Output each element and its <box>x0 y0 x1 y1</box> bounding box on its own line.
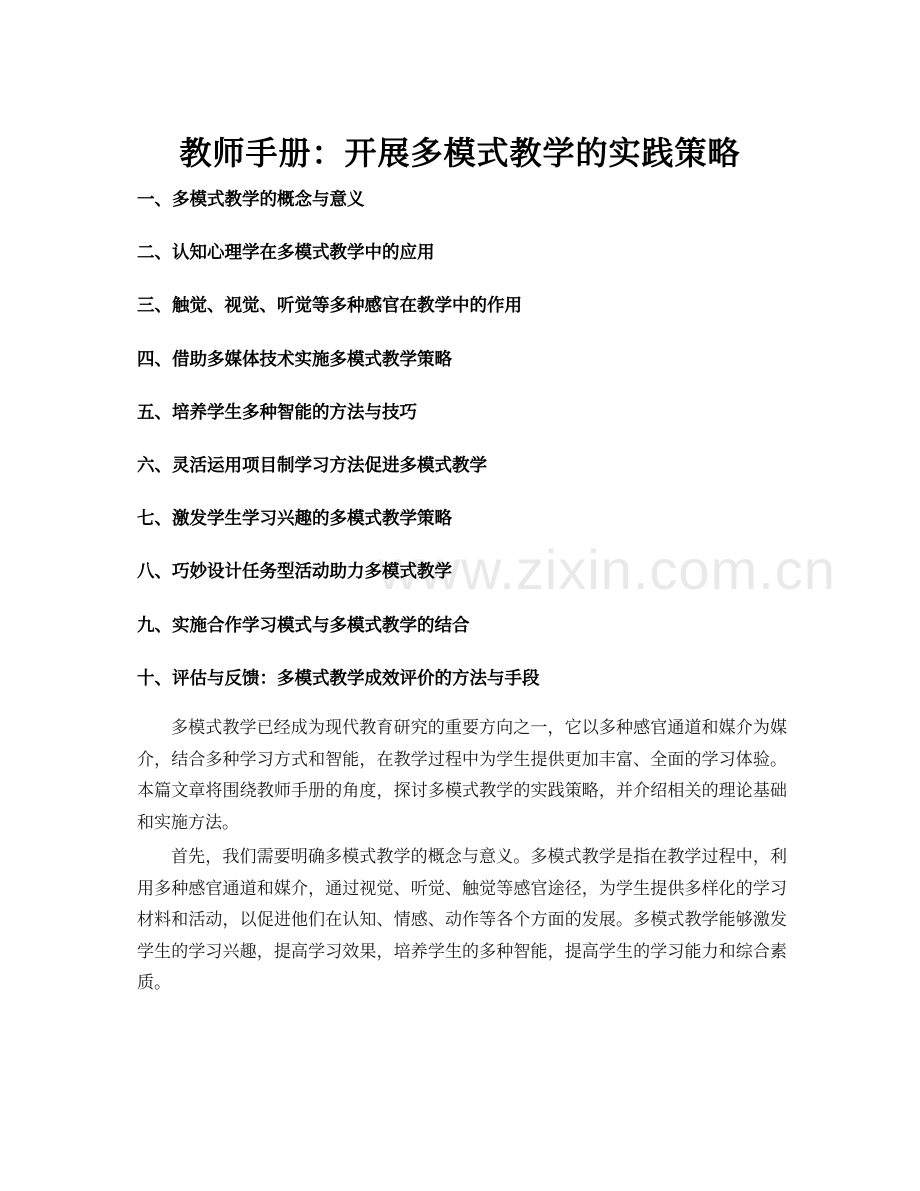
toc-item: 一、多模式教学的概念与意义 <box>137 190 365 210</box>
watermark: www.zixin.com.cn <box>378 538 836 601</box>
toc-item: 二、认知心理学在多模式教学中的应用 <box>137 243 435 264</box>
toc-item: 四、借助多媒体技术实施多模式教学策略 <box>137 349 452 370</box>
toc-item: 十、评估与反馈：多模式教学成效评价的方法与手段 <box>137 668 540 689</box>
toc-item: 九、实施合作学习模式与多模式教学的结合 <box>137 615 470 636</box>
toc-item: 七、激发学生学习兴趣的多模式教学策略 <box>137 509 452 530</box>
table-of-contents <box>137 186 797 718</box>
toc-item: 六、灵活运用项目制学习方法促进多模式教学 <box>137 455 487 476</box>
body-paragraph: 多模式教学已经成为现代教育研究的重要方向之一，它以多种感官通道和媒介为媒介，结合多种学习方式和智能，在教学过程中为学生提供更加丰富、全面的学习体验。本篇文章将围绕教师手册的角度，探讨多模式教学的实践策略，并介绍相关的理论基础和实施方法。 <box>137 718 787 833</box>
toc-item: 三、触觉、视觉、听觉等多种感官在教学中的作用 <box>137 296 522 317</box>
toc-item: 五、培养学生多种智能的方法与技巧 <box>137 402 417 423</box>
document-title: 教师手册：开展多模式教学的实践策略 <box>179 134 741 173</box>
body-paragraph: 首先，我们需要明确多模式教学的概念与意义。多模式教学是指在教学过程中，利用多种感官通道和媒介，通过视觉、听觉、触觉等感官途径，为学生提供多样化的学习材料和活动，以促进他们在认知、情感、动作等各个方面的发展。多模式教学能够激发学生的学习兴趣，提高学习效果，培养学生的多种智能，提高学生的学习能力和综合素质。 <box>137 847 787 993</box>
toc-item: 八、巧妙设计任务型活动助力多模式教学 <box>137 562 452 583</box>
